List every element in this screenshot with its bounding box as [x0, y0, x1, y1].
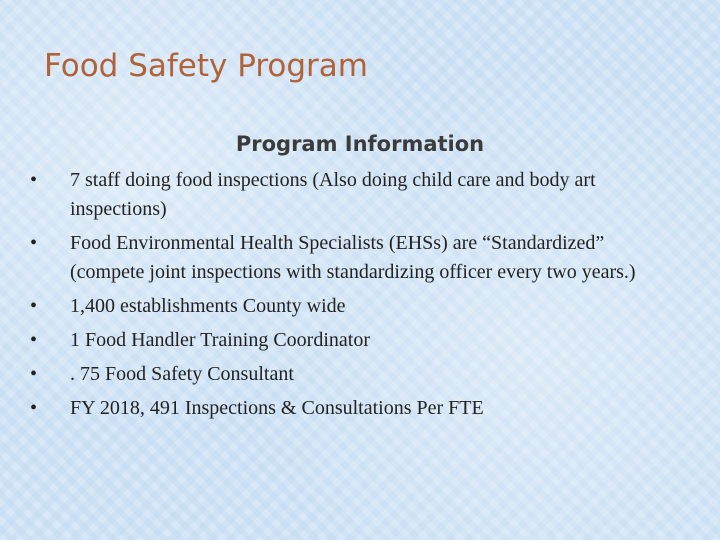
bullet-text: 1 Food Handler Training Coordinator — [70, 329, 370, 351]
bullet-text: 1,400 establishments County wide — [70, 295, 346, 317]
bullet-item-establishments — [30, 292, 680, 321]
bullet-icon: • — [30, 232, 38, 254]
section-subtitle: Program Information — [235, 132, 485, 156]
bullet-icon: • — [30, 363, 38, 385]
bullet-text: . 75 Food Safety Consultant — [70, 363, 294, 385]
slide-title: Food Safety Program — [44, 48, 369, 84]
bullet-icon: • — [30, 295, 38, 317]
bullet-text: Food Environmental Health Specialists (EHSs) are “Standardized” (compete joint inspections with standardizing officer every two years.) — [70, 232, 636, 283]
bullet-icon: • — [30, 329, 38, 351]
bullet-text: 7 staff doing food inspections (Also doing child care and body art inspections) — [70, 169, 596, 220]
bullet-item-consultant — [30, 360, 680, 389]
bullet-item-coordinator — [30, 326, 680, 355]
bullet-item-inspections — [30, 394, 680, 423]
bullet-icon: • — [30, 169, 38, 191]
bullet-list — [30, 166, 680, 428]
bullet-item-staff — [30, 166, 680, 224]
bullet-item-ehs — [30, 229, 680, 287]
bullet-text: FY 2018, 491 Inspections & Consultations Per FTE — [70, 397, 484, 419]
bullet-icon: • — [30, 397, 38, 419]
